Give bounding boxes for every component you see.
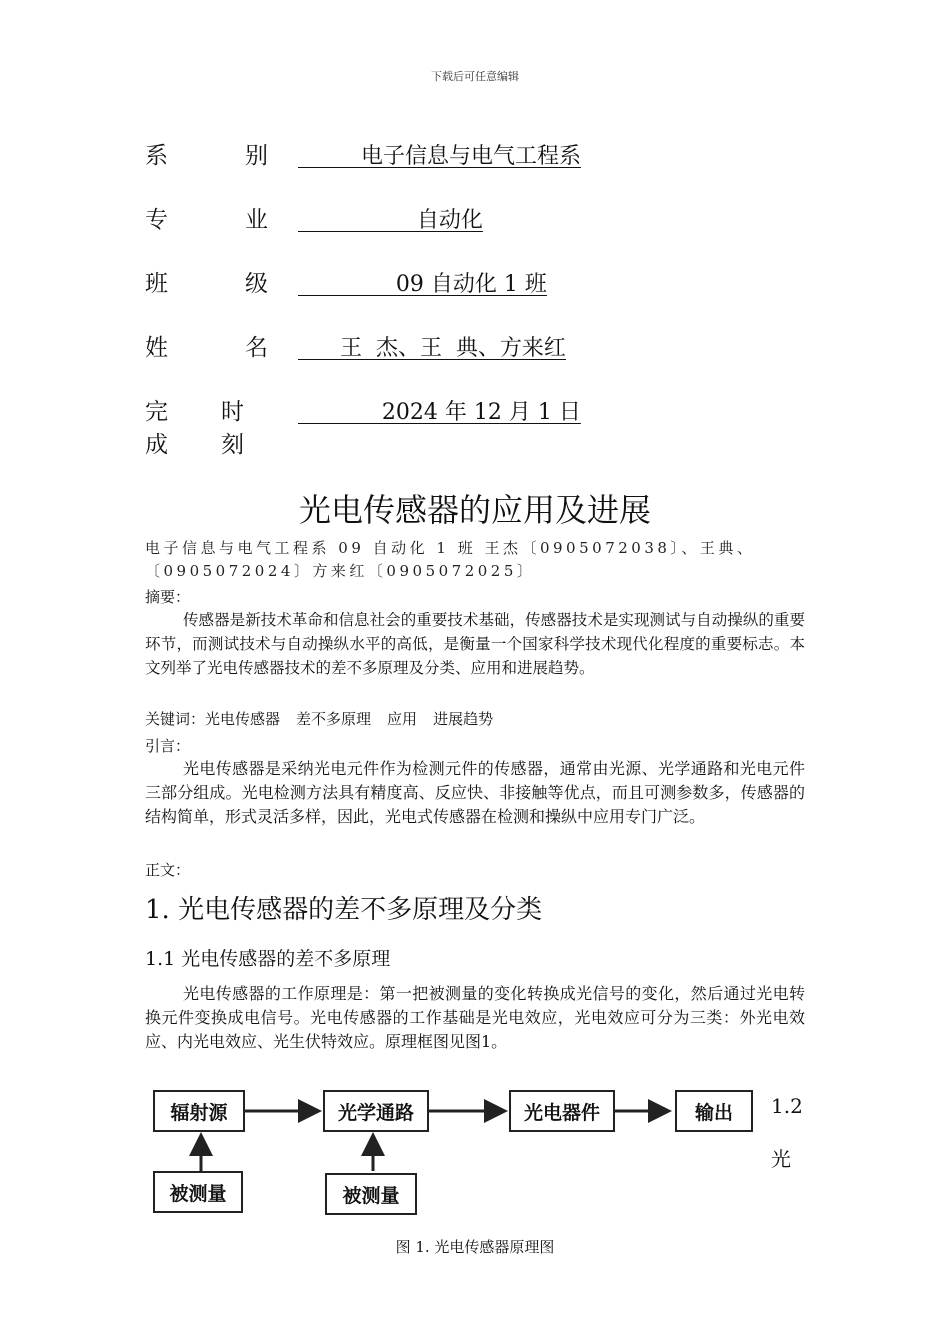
keywords-label: 关键词： [145,710,206,728]
intro-text: 光电传感器是采纳光电元件作为检测元件的传感器，通常由光源、光学通路和光电元件三部分组成。光电检测方法具有精度高、反应快、非接触等优点，而且可测参数多，传感器的结构简单，形式灵活多样，因此，光电式传感器在检测和操纵中应用专门广泛。 [145,759,805,826]
figure-caption: 图 1. 光电传感器原理图 [395,1238,555,1256]
principle-diagram [147,1085,759,1215]
label-char: 名 [245,335,268,361]
class-value: 09 自动化 1 班 [298,272,547,297]
measured-box: 被测量 [325,1173,417,1215]
info-row-date [145,393,665,458]
keyword: 光电传感器 [205,710,281,728]
principle-text: 光电传感器的工作原理是：第一把被测量的变化转换成光信号的变化，然后通过光电转换元件变换成电信号。光电传感器的工作基础是光电效应，光电效应可分为三类：外光电效应、内光电效应、光生伏特效应。原理框图见图1。 [145,984,805,1051]
info-row-major [145,201,665,235]
label-char: 完成 [145,399,168,458]
keyword: 差不多原理 [296,710,372,728]
abstract-text: 传感器是新技术革命和信息社会的重要技术基础，传感器技术是实现测试与自动操纵的重要环节，而测试技术与自动操纵水平的高低，是衡量一个国家科学技术现代化程度的重要标志。本文列举了光电传感器技术的差不多原理及分类、应用和进展趋势。 [145,611,805,677]
info-row-class [145,265,665,299]
keyword: 应用 [387,710,418,728]
measured-box: 被测量 [153,1171,243,1213]
source-box: 辐射源 [153,1090,245,1132]
paper-title: 光电传感器的应用及进展 [298,491,651,529]
authors-line: 电子信息与电气工程系 09 自动化 1 班 王杰〔0905072038〕、王典、〔0905072024〕方来红〔0905072025〕 [145,539,756,580]
side-text: 光 [771,1147,791,1171]
optical-path-box: 光学通路 [323,1090,429,1132]
label-char: 业 [245,207,268,233]
label-char: 级 [245,271,268,297]
label-char: 时刻 [221,399,244,458]
body-label: 正文： [145,861,191,879]
major-value: 自动化 [298,208,483,233]
section-heading-1: 1. 光电传感器的差不多原理及分类 [145,895,543,925]
intro-label: 引言： [145,737,191,755]
section-heading-1-1: 1.1 光电传感器的差不多原理 [145,948,391,970]
keyword: 进展趋势 [433,710,494,728]
side-text: 1.2 [771,1094,803,1118]
label-char: 姓 [145,335,168,361]
keywords [145,708,509,729]
info-row-department [145,137,665,171]
date-value: 2024 年 12 月 1 日 [298,400,581,425]
header-note: 下载后可任意编辑 [431,70,519,83]
output-box: 输出 [675,1090,753,1132]
photoelectric-device-box: 光电器件 [509,1090,615,1132]
department-value: 电子信息与电气工程系 [298,144,581,169]
label-char: 别 [245,143,268,169]
abstract-label: 摘要： [145,588,191,606]
label-char: 系 [145,143,168,169]
label-char: 班 [145,271,168,297]
label-char: 专 [145,207,168,233]
name-value: 王 杰、王 典、方来红 [298,336,566,361]
info-row-name [145,329,665,363]
